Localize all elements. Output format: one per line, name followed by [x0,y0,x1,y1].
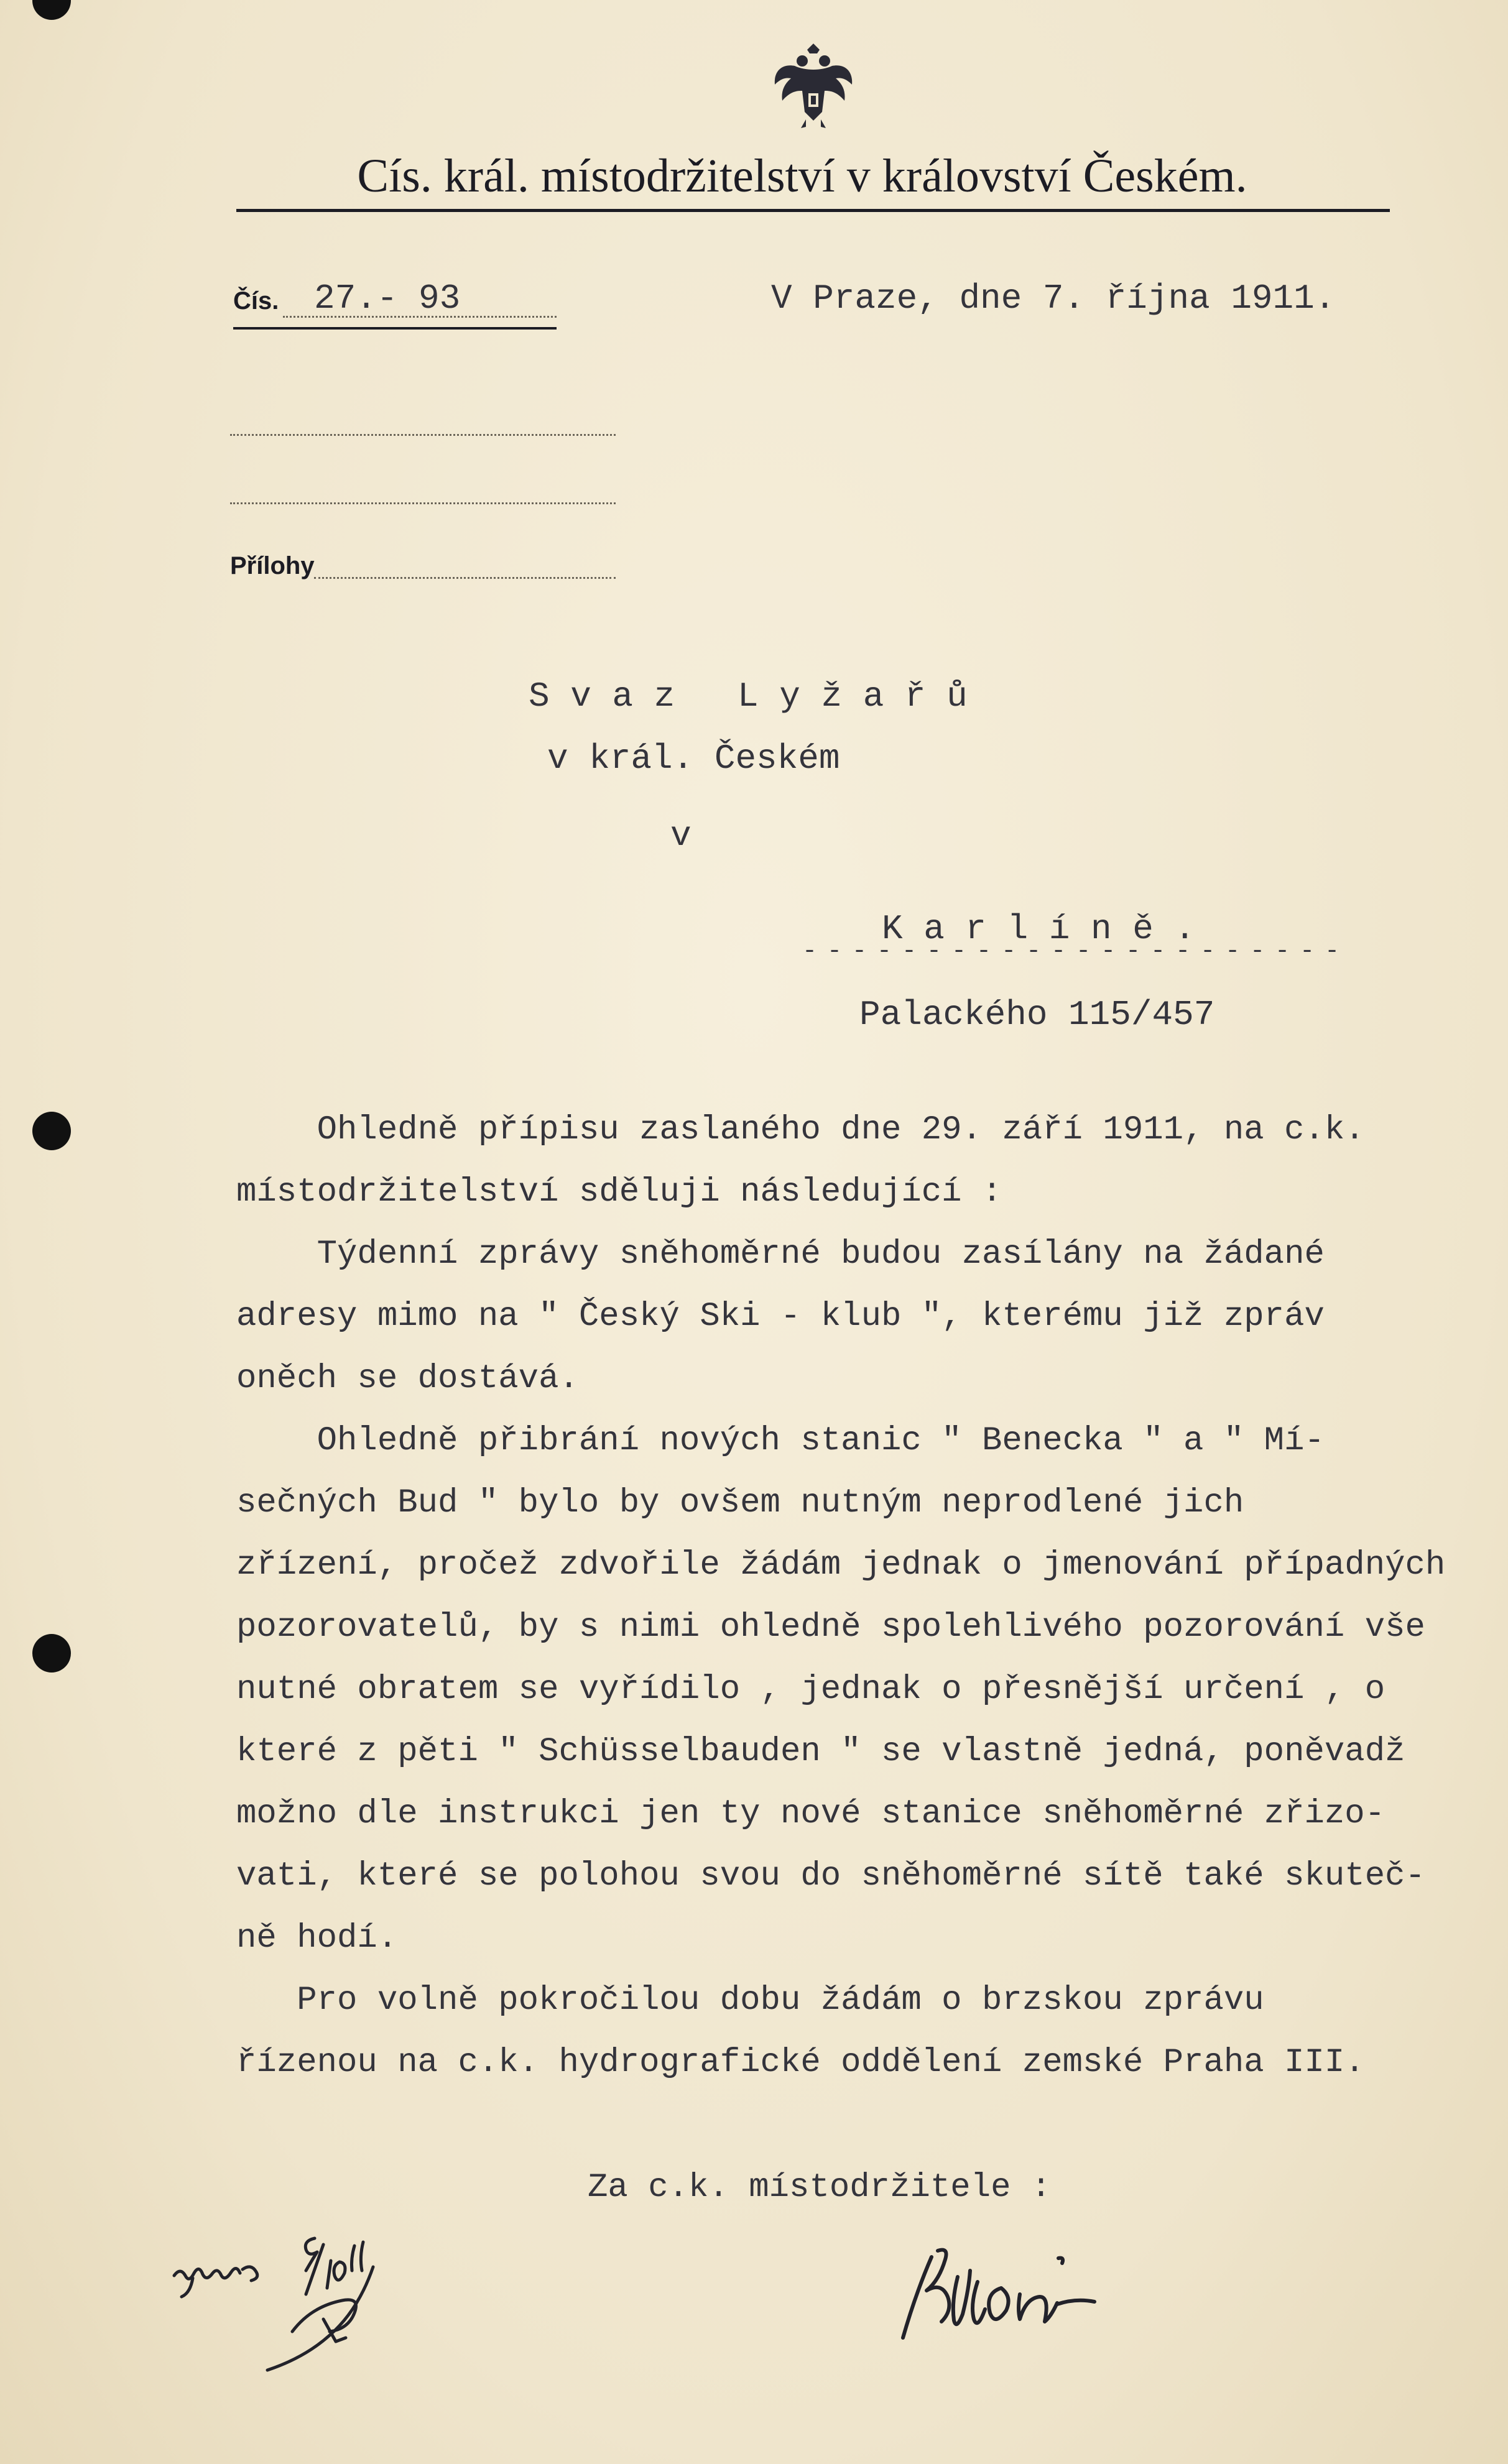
addressee-street: Palackého 115/457 [859,995,1215,1035]
attachments-dotted-line [314,577,616,579]
punch-hole-upper [32,1112,71,1150]
date-line: V Praze, dne 7. října 1911. [771,279,1336,318]
addressee-region: v král. Českém [547,739,840,778]
addressee-city: K a r l í n ě . [882,909,1196,949]
closing-line: Za c.k. místodržitele : [588,2169,1052,2207]
addressee-preposition: v [670,816,692,856]
handwritten-annotation [168,2232,442,2381]
paragraph-1-line: místodržitelství sděluji následující : [236,1173,1002,1211]
addressee-name: S v a z L y ž a ř ů [529,676,968,716]
paragraph-4-line: Pro volně pokročilou dobu žádám o brzskou zprávu [236,1982,1264,2019]
addressee-city-underline: - - - - - - - - - - - - - - - - - - - - - - [802,938,1338,966]
punch-hole-lower [32,1634,71,1673]
reference-underline [233,327,557,330]
paragraph-2-line: oněch se dostává. [236,1360,579,1398]
blank-dotted-line-1 [230,434,616,436]
paragraph-4-line: řízenou na c.k. hydrografické oddělení zemské Praha III. [236,2044,1365,2082]
paragraph-3-line: zřízení, pročež zdvořile žádám jednak o jmenování případných [236,1546,1446,1584]
paragraph-3-line: které z pěti " Schüsselbauden " se vlastně jedná, poněvadž [236,1733,1405,1771]
paragraph-3 [236,1410,1468,1970]
reference-number: 27.- 93 [314,279,461,318]
paragraph-1 [236,1099,1468,1224]
punch-hole-top-left [32,0,71,20]
paragraph-3-line: pozorovatelů, by s nimi ohledně spolehlivého pozorování vše [236,1608,1425,1646]
paragraph-2-line: adresy mimo na " Český Ski - klub ", kterému již zpráv [236,1298,1325,1336]
signature [895,2245,1107,2350]
attachments-label: Přílohy [230,552,315,579]
coat-of-arms-emblem [770,39,857,132]
reference-label: Čís. [233,287,279,315]
paragraph-3-line: vati, které se polohou svou do sněhoměrné sítě také skuteč- [236,1857,1425,1895]
letterhead-title: Cís. král. místodržitelství v království Českém. [357,150,1247,202]
paragraph-4 [236,1970,1468,2094]
letterhead-rule [236,209,1390,212]
paragraph-3-line: ně hodí. [236,1919,398,1957]
paragraph-1-line: Ohledně přípisu zaslaného dne 29. září 1911, na c.k. [236,1111,1365,1149]
paragraph-3-line: sečných Bud " bylo by ovšem nutným neprodlené jich [236,1484,1244,1522]
paragraph-2 [236,1224,1468,1410]
paragraph-3-line: možno dle instrukci jen ty nové stanice sněhoměrné zřizo- [236,1795,1385,1833]
paragraph-3-line: nutné obratem se vyřídilo , jednak o přesnější určení , o [236,1671,1385,1709]
paragraph-3-line: Ohledně přibrání nových stanic " Benecka " a " Mí- [236,1422,1325,1460]
blank-dotted-line-2 [230,502,616,504]
paragraph-2-line: Týdenní zprávy sněhoměrné budou zasílány na žádané [236,1235,1325,1273]
